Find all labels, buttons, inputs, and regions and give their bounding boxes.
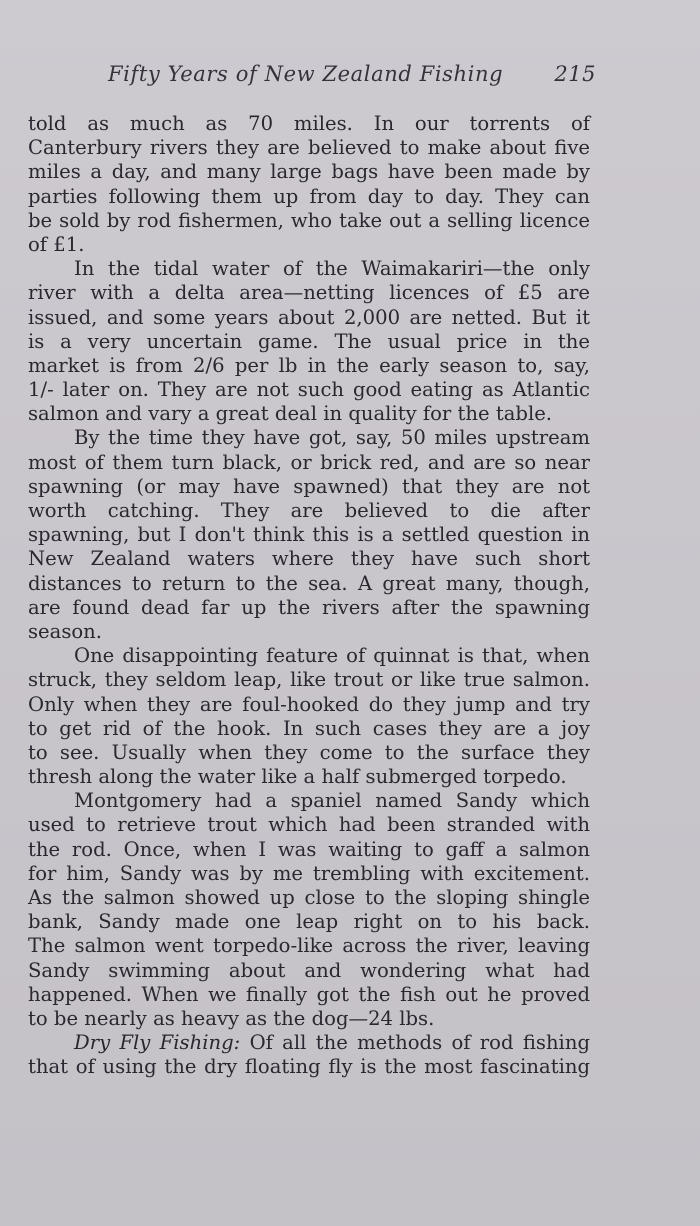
text-line: In the tidal water of the Waimakariri—the only: [74, 257, 590, 281]
text-line: season.: [28, 619, 103, 643]
text-line: Canterbury rivers they are believed to make about five: [28, 136, 590, 160]
text-line: to get rid of the hook. In such cases they are a joy: [28, 716, 590, 740]
text-line: spawning (or may have spawned) that they are not: [28, 474, 590, 498]
text-line: bank, Sandy made one leap right on to his back.: [28, 910, 590, 934]
text-line: used to retrieve trout which had been stranded with: [28, 813, 590, 837]
text-line: 1/- later on. They are not such good eating as Atlantic: [28, 378, 590, 402]
body-text: [28, 112, 590, 1080]
text-line: the rod. Once, when I was waiting to gaff a salmon: [28, 837, 590, 861]
text-line: are found dead far up the rivers after the spawning: [28, 595, 590, 619]
text-line: miles a day, and many large bags have been made by: [28, 160, 590, 184]
section-heading: Dry Fly Fishing:: [74, 1031, 241, 1055]
text-line: Only when they are foul-hooked do they jump and try: [28, 692, 590, 716]
text-line: parties following them up from day to day. They can: [28, 184, 590, 208]
text-line: By the time they have got, say, 50 miles upstream: [74, 426, 590, 450]
text-line: thresh along the water like a half submerged torpedo.: [28, 765, 567, 789]
running-title: Fifty Years of New Zealand Fishing: [108, 62, 504, 86]
text-line: distances to return to the sea. A great many, though,: [28, 571, 590, 595]
text-line: [28, 1031, 590, 1055]
text-line: Montgomery had a spaniel named Sandy which: [74, 789, 590, 813]
text-line: of £1.: [28, 232, 85, 256]
text-line: Sandy swimming about and wondering what had: [28, 958, 590, 982]
text-line: told as much as 70 miles. In our torrents of: [28, 112, 590, 135]
text-line: As the salmon showed up close to the sloping shingle: [28, 886, 590, 909]
text-line: that of using the dry floating fly is the most fascinating: [28, 1055, 590, 1079]
text-line: river with a delta area—netting licences of £5 are: [28, 281, 590, 305]
text-line: to be nearly as heavy as the dog—24 lbs.: [28, 1006, 435, 1030]
text-line: issued, and some years about 2,000 are netted. But it: [28, 305, 590, 329]
text-line: salmon and vary a great deal in quality for the table.: [28, 402, 553, 426]
text-line: struck, they seldom leap, like trout or like true salmon.: [28, 668, 590, 692]
text-line: The salmon went torpedo-like across the river, leaving: [28, 934, 590, 958]
text-line: to see. Usually when they come to the surface they: [28, 740, 590, 764]
running-head: [24, 62, 596, 96]
text-line: New Zealand waters where they have such short: [28, 547, 590, 571]
text-line: market is from 2/6 per lb in the early season to, say,: [28, 353, 590, 377]
text-line: most of them turn black, or brick red, and are so near: [28, 450, 590, 474]
text-line: One disappointing feature of quinnat is that, when: [74, 644, 590, 668]
page-number: 215: [554, 62, 596, 86]
text-line: worth catching. They are believed to die after: [28, 499, 590, 522]
text-line: spawning, but I don't think this is a settled question in: [28, 523, 590, 547]
text-line: is a very uncertain game. The usual price in the: [28, 329, 590, 353]
text-span: Of all the methods of rod fishing: [249, 1031, 590, 1055]
text-line: be sold by rod fishermen, who take out a selling licence: [28, 208, 590, 232]
text-line: for him, Sandy was by me trembling with excitement.: [28, 861, 590, 885]
text-line: happened. When we finally got the fish out he proved: [28, 982, 590, 1006]
